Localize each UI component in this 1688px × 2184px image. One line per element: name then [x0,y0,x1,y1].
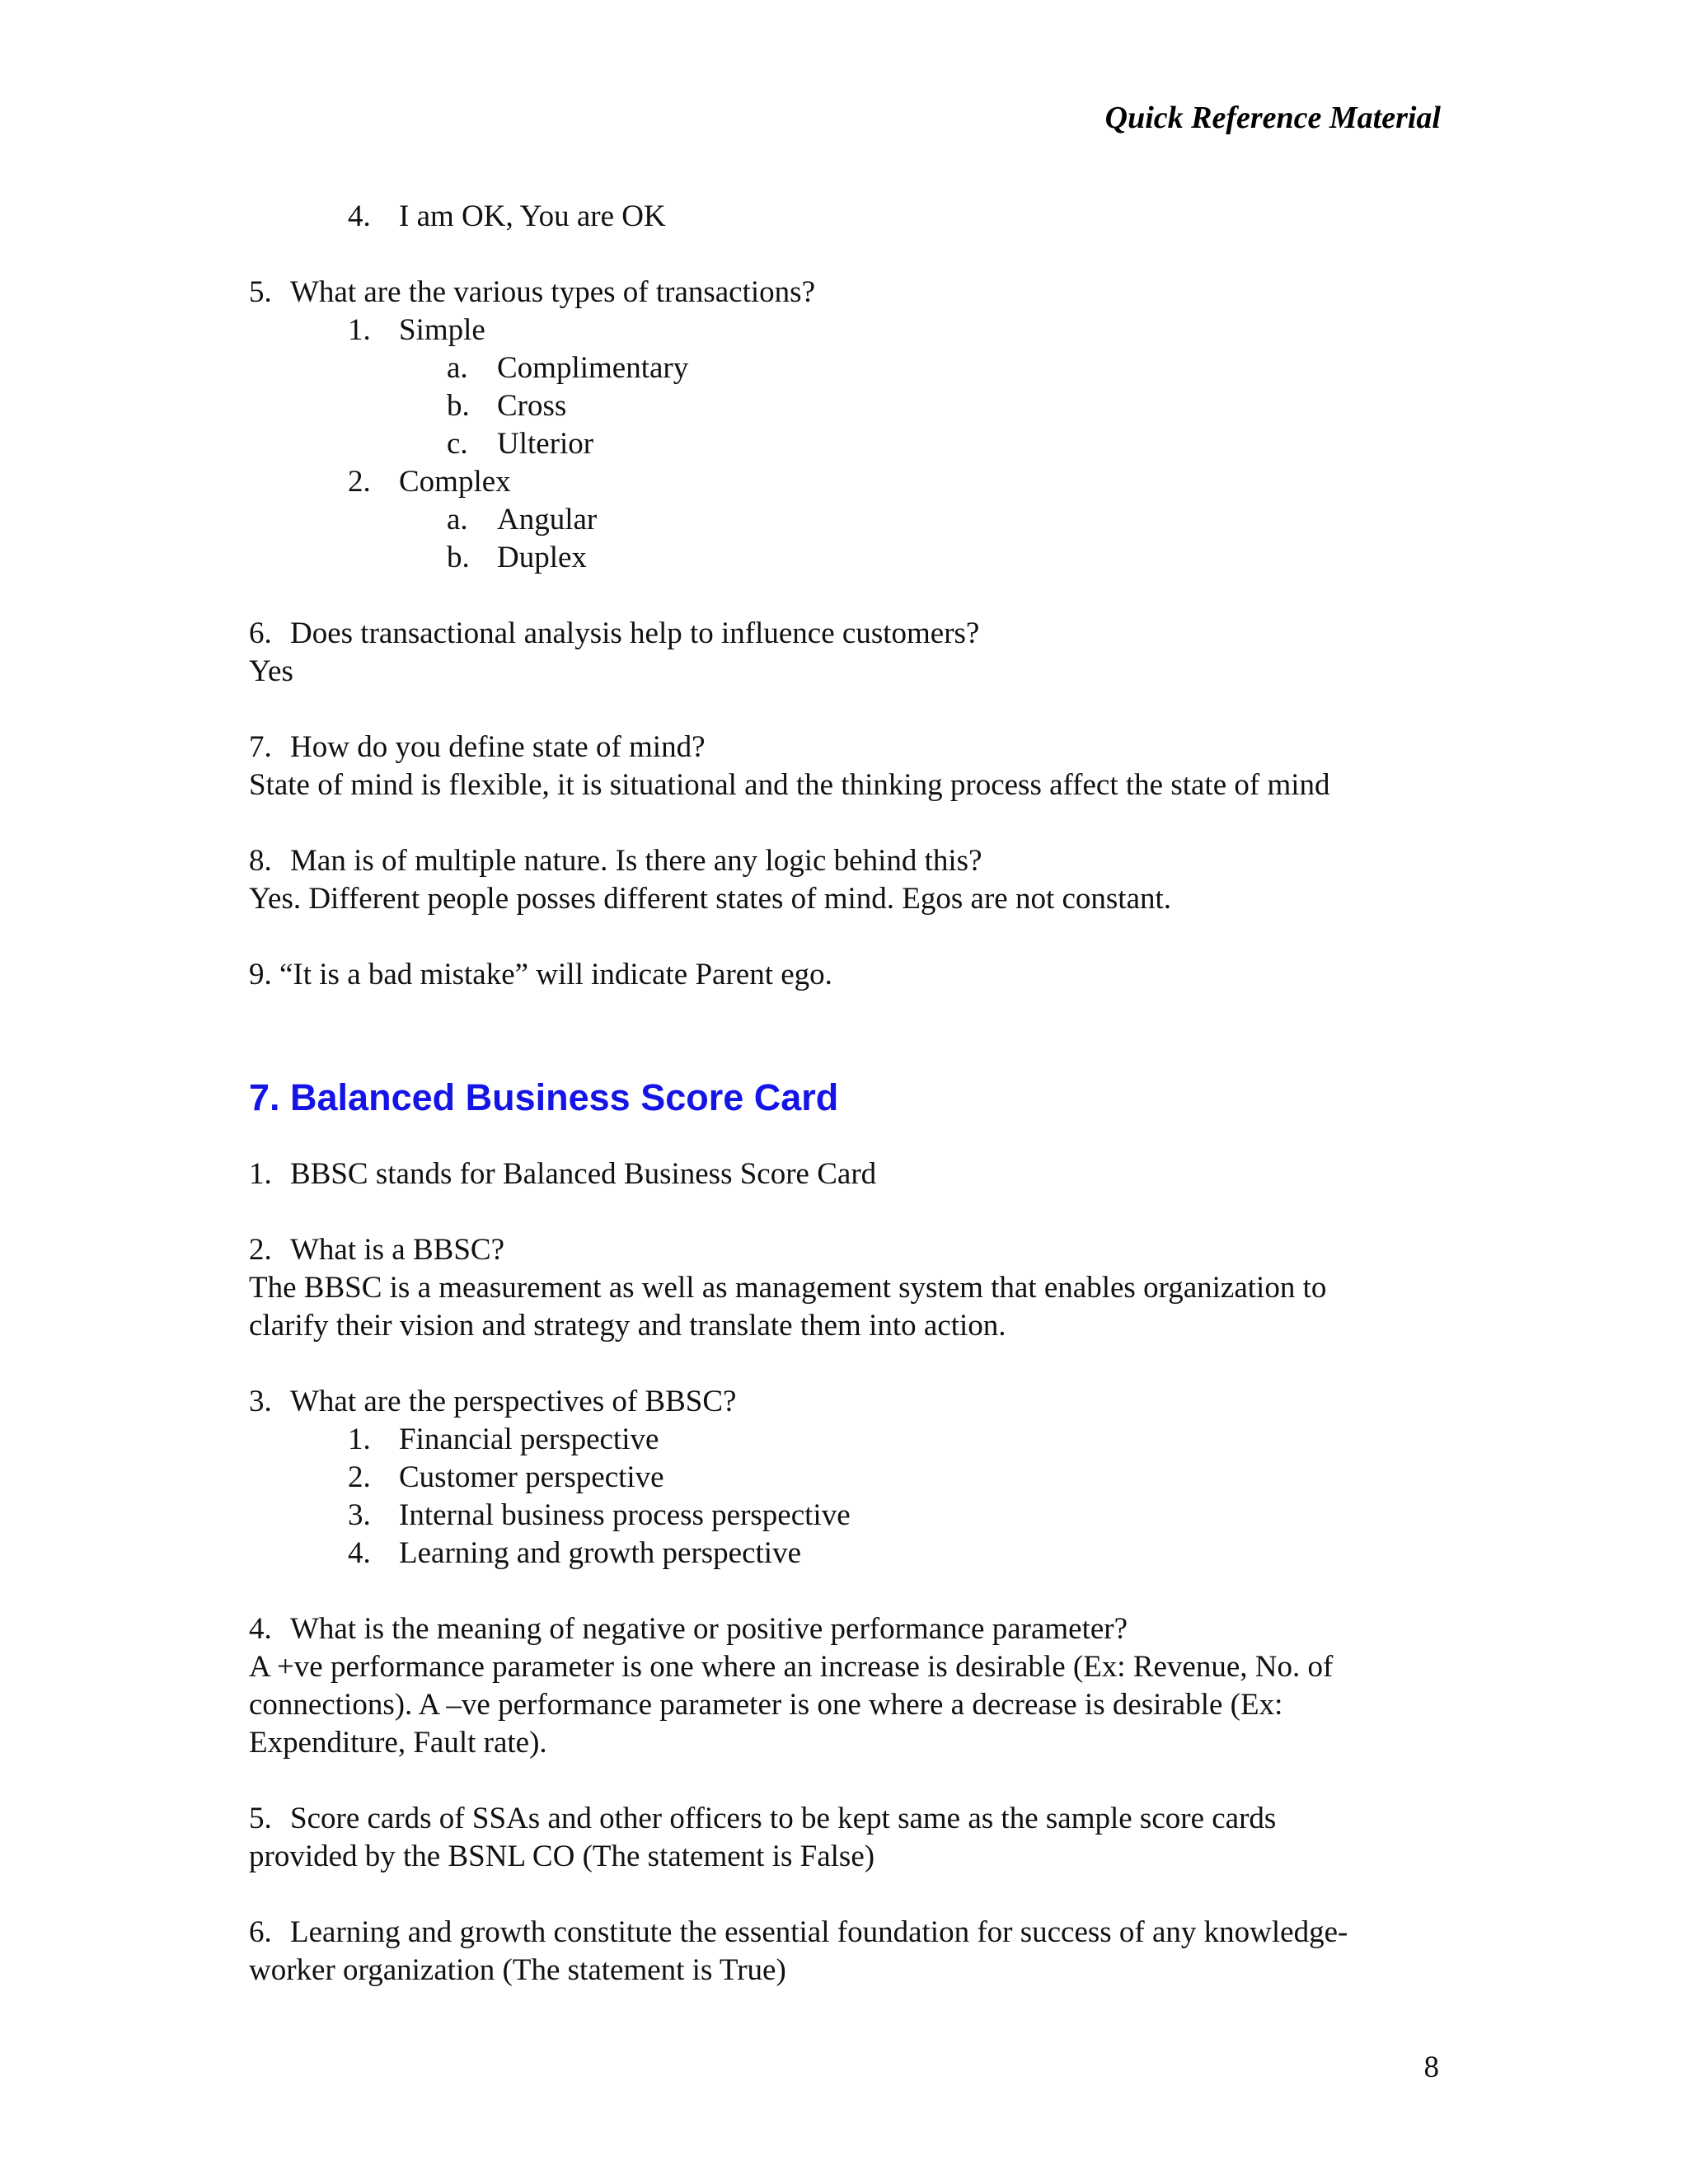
list-item-text: Learning and growth perspective [399,1536,802,1570]
statement-text: 9. “It is a bad mistake” will indicate Parent ego. [249,958,832,991]
list-item-text: Simple [399,313,485,347]
list-item [249,1459,1446,1497]
sub-list-item [249,501,1446,539]
list-item-text: Customer perspective [399,1460,664,1494]
question-text: What are the perspectives of BBSC? [290,1385,737,1418]
list-item-text: Financial perspective [399,1422,659,1456]
answer-text: The BBSC is a measurement as well as management system that enables organization to [249,1271,1327,1305]
statement-text: provided by the BSNL CO (The statement is False) [249,1840,875,1873]
sub-list-text: Cross [497,389,567,423]
question-text: What is the meaning of negative or positive performance parameter? [290,1612,1128,1646]
page-header: Quick Reference Material [1104,101,1441,135]
question [249,729,1446,766]
statement-text: Learning and growth constitute the essential foundation for success of any knowledge- [290,1915,1348,1949]
sub-list-text: Angular [497,503,598,537]
statement-number: 6. [249,1915,272,1949]
list-item [249,463,1446,501]
list-item-text: Internal business process perspective [399,1498,851,1532]
question-number: 1. [249,1157,272,1191]
question [249,615,1446,653]
answer-text: clarify their vision and strategy and translate them into action. [249,1309,1006,1343]
sub-list-item [249,425,1446,463]
list-number: 1. [348,1422,371,1456]
question [249,1231,1446,1269]
question-number: 8. [249,844,272,878]
sub-list-letter: b. [447,389,470,423]
question-number: 6. [249,616,272,650]
question-text: Man is of multiple nature. Is there any logic behind this? [290,844,982,878]
question-text: Does transactional analysis help to influence customers? [290,616,980,650]
question-number: 2. [249,1233,272,1267]
list-number: 1. [348,313,371,347]
answer-text: Yes [249,654,293,688]
list-number: 4. [348,1536,371,1570]
list-item-text: Complex [399,465,511,499]
list-item [249,1421,1446,1459]
question-number: 4. [249,1612,272,1646]
question [249,1155,1446,1193]
statement-number: 5. [249,1802,272,1835]
list-item [249,198,1446,236]
question-text: BBSC stands for Balanced Business Score Card [290,1157,877,1191]
page-content [249,198,1446,1990]
sub-list-text: Complimentary [497,351,689,385]
list-number: 4. [348,199,371,233]
question-text: What is a BBSC? [290,1233,505,1267]
list-number: 2. [348,465,371,499]
sub-list-item [249,387,1446,425]
sub-list-letter: a. [447,503,468,537]
answer-text: State of mind is flexible, it is situational and the thinking process affect the state of mind [249,768,1330,802]
sub-list-item [249,539,1446,577]
question-text: What are the various types of transactions? [290,275,815,309]
page-number: 8 [1423,2050,1439,2084]
sub-list-item [249,349,1446,387]
question-number: 5. [249,275,272,309]
question [249,274,1446,312]
sub-list-letter: c. [447,427,468,461]
list-item [249,312,1446,349]
sub-list-text: Ulterior [497,427,594,461]
section-heading: 7. Balanced Business Score Card [249,1076,839,1118]
list-number: 2. [348,1460,371,1494]
answer-text: connections). A –ve performance parameter is one where a decrease is desirable (Ex: [249,1688,1283,1722]
question-number: 7. [249,730,272,764]
question [249,1383,1446,1421]
sub-list-letter: a. [447,351,468,385]
answer-text: A +ve performance parameter is one where an increase is desirable (Ex: Revenue, No. of [249,1650,1334,1684]
answer-text: Expenditure, Fault rate). [249,1726,547,1760]
statement [249,1800,1446,1838]
question [249,842,1446,880]
question [249,1610,1446,1648]
statement [249,1914,1446,1952]
list-item [249,1535,1446,1572]
list-number: 3. [348,1498,371,1532]
question-number: 3. [249,1385,272,1418]
list-item [249,1497,1446,1535]
statement-text: worker organization (The statement is True) [249,1953,786,1987]
statement-text: Score cards of SSAs and other officers to be kept same as the sample score cards [290,1802,1277,1835]
sub-list-text: Duplex [497,541,587,574]
answer-text: Yes. Different people posses different states of mind. Egos are not constant. [249,882,1172,916]
sub-list-letter: b. [447,541,470,574]
list-item-text: I am OK, You are OK [399,199,666,233]
question-text: How do you define state of mind? [290,730,706,764]
